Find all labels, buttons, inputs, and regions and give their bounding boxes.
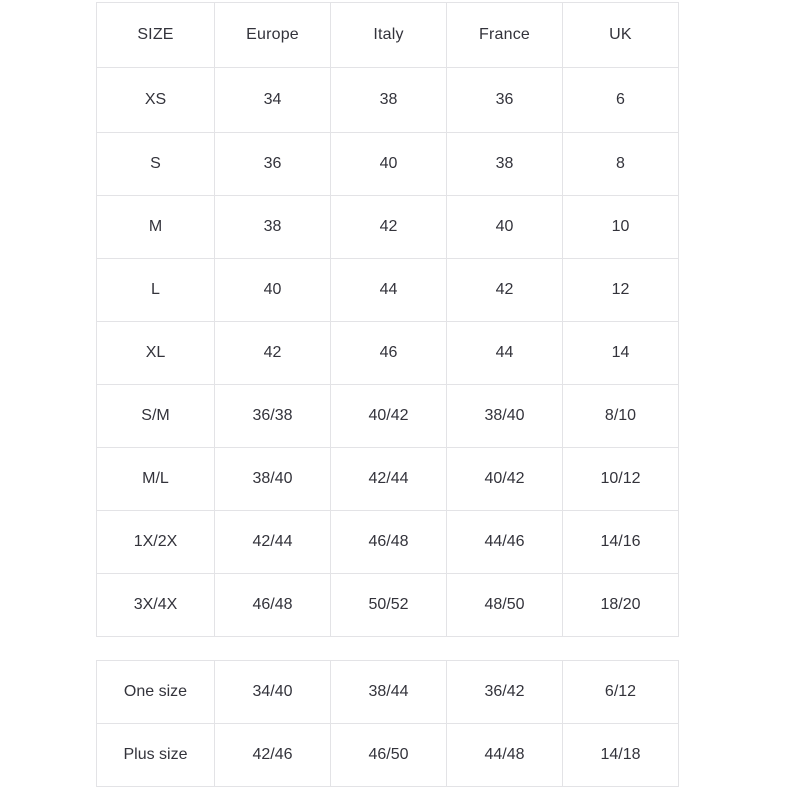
table-row	[97, 133, 679, 196]
main-size-table	[96, 2, 679, 637]
cell-europe: 38	[215, 196, 331, 259]
secondary-size-table	[96, 660, 679, 787]
table-header-row	[97, 3, 679, 68]
cell-italy: 42	[331, 196, 447, 259]
row-label: M/L	[97, 448, 215, 511]
cell-uk: 6/12	[563, 661, 679, 724]
table-row	[97, 448, 679, 511]
cell-europe: 36	[215, 133, 331, 196]
cell-france: 40/42	[447, 448, 563, 511]
column-header-size: SIZE	[97, 3, 215, 68]
cell-europe: 46/48	[215, 574, 331, 637]
row-label: M	[97, 196, 215, 259]
cell-france: 44	[447, 322, 563, 385]
cell-italy: 40	[331, 133, 447, 196]
column-header-europe: Europe	[215, 3, 331, 68]
cell-uk: 14/16	[563, 511, 679, 574]
cell-uk: 8/10	[563, 385, 679, 448]
cell-france: 36/42	[447, 661, 563, 724]
cell-italy: 46	[331, 322, 447, 385]
cell-europe: 40	[215, 259, 331, 322]
cell-france: 36	[447, 68, 563, 133]
table-row	[97, 661, 679, 724]
cell-uk: 10	[563, 196, 679, 259]
cell-europe: 42/46	[215, 724, 331, 787]
table-row	[97, 385, 679, 448]
cell-france: 48/50	[447, 574, 563, 637]
cell-uk: 12	[563, 259, 679, 322]
cell-italy: 46/48	[331, 511, 447, 574]
cell-uk: 14/18	[563, 724, 679, 787]
column-header-italy: Italy	[331, 3, 447, 68]
row-label: 3X/4X	[97, 574, 215, 637]
cell-italy: 40/42	[331, 385, 447, 448]
cell-europe: 42/44	[215, 511, 331, 574]
table-body	[97, 661, 679, 787]
column-header-uk: UK	[563, 3, 679, 68]
row-label: L	[97, 259, 215, 322]
row-label: XS	[97, 68, 215, 133]
cell-italy: 38/44	[331, 661, 447, 724]
main-size-table-container	[96, 2, 678, 637]
table-row	[97, 511, 679, 574]
cell-italy: 42/44	[331, 448, 447, 511]
cell-france: 38	[447, 133, 563, 196]
cell-uk: 18/20	[563, 574, 679, 637]
cell-italy: 46/50	[331, 724, 447, 787]
row-label: Plus size	[97, 724, 215, 787]
cell-uk: 14	[563, 322, 679, 385]
row-label: S/M	[97, 385, 215, 448]
cell-uk: 8	[563, 133, 679, 196]
cell-france: 42	[447, 259, 563, 322]
cell-italy: 44	[331, 259, 447, 322]
table-row	[97, 196, 679, 259]
cell-europe: 36/38	[215, 385, 331, 448]
secondary-size-table-container	[96, 660, 678, 787]
cell-italy: 50/52	[331, 574, 447, 637]
row-label: XL	[97, 322, 215, 385]
table-row	[97, 724, 679, 787]
row-label: One size	[97, 661, 215, 724]
column-header-france: France	[447, 3, 563, 68]
cell-italy: 38	[331, 68, 447, 133]
cell-europe: 34	[215, 68, 331, 133]
cell-france: 44/46	[447, 511, 563, 574]
cell-france: 40	[447, 196, 563, 259]
row-label: S	[97, 133, 215, 196]
table-row	[97, 574, 679, 637]
table-row	[97, 68, 679, 133]
cell-europe: 38/40	[215, 448, 331, 511]
table-row	[97, 322, 679, 385]
table-row	[97, 259, 679, 322]
cell-uk: 6	[563, 68, 679, 133]
cell-europe: 42	[215, 322, 331, 385]
row-label: 1X/2X	[97, 511, 215, 574]
cell-uk: 10/12	[563, 448, 679, 511]
cell-europe: 34/40	[215, 661, 331, 724]
table-body	[97, 68, 679, 637]
table-head	[97, 3, 679, 68]
cell-france: 38/40	[447, 385, 563, 448]
cell-france: 44/48	[447, 724, 563, 787]
